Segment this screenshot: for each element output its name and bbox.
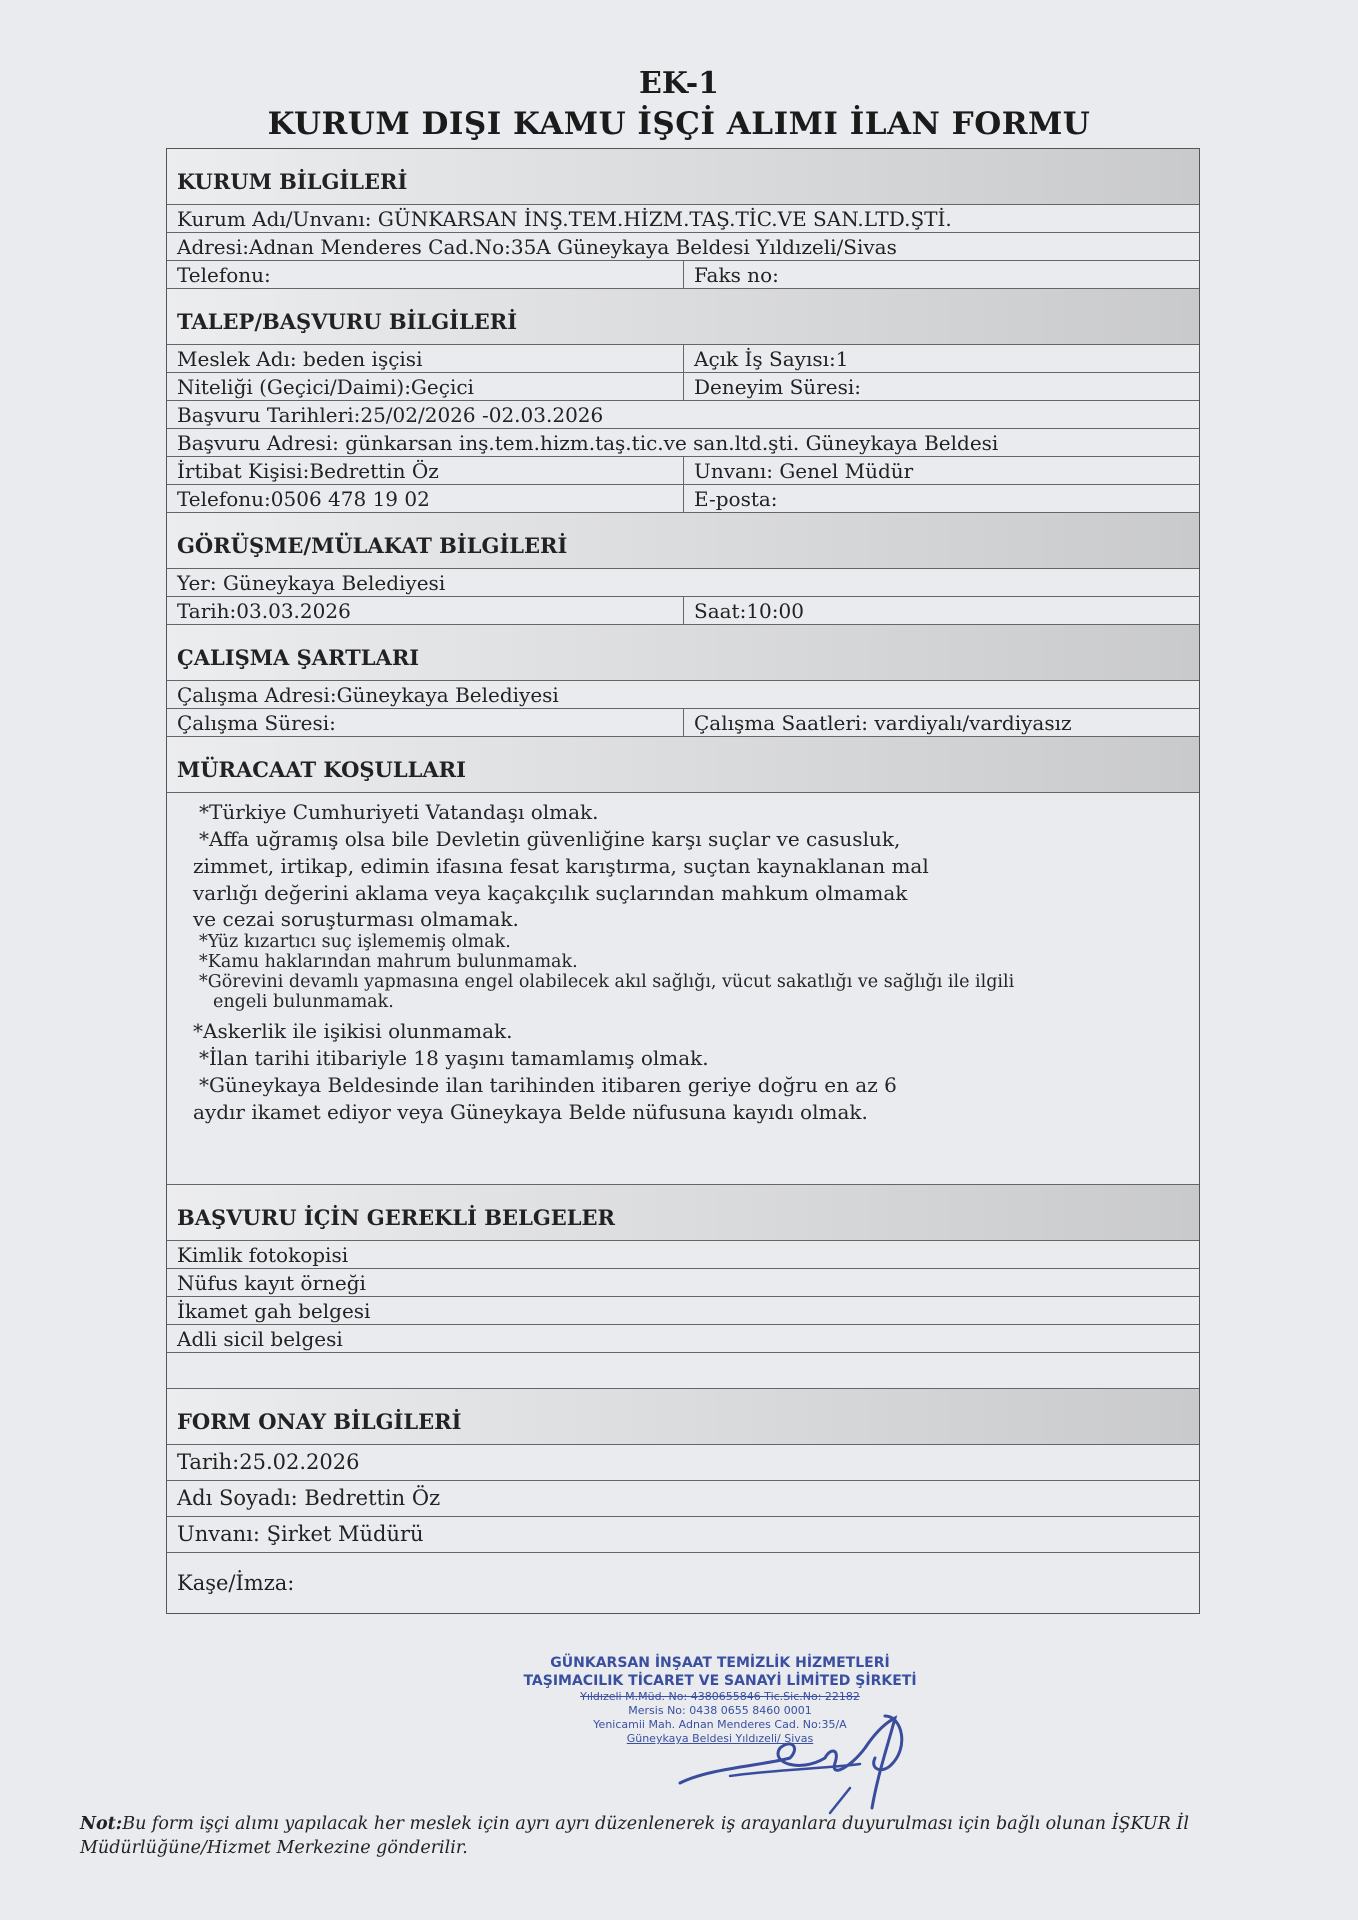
onay-name: Adı Soyadı: Bedrettin Öz xyxy=(177,1486,441,1510)
form-code: EK-1 xyxy=(638,66,720,101)
condition-line: aydır ikamet ediyor veya Güneykaya Belde nüfusuna kayıdı olmak. xyxy=(193,1100,868,1124)
condition-line: zimmet, irtikap, edimin ifasına fesat karıştırma, suçtan kaynaklanan mal xyxy=(193,854,929,878)
kurum-fax: Faks no: xyxy=(694,262,779,287)
document-item: İkamet gah belgesi xyxy=(167,1297,1199,1325)
gorusme-date: Tarih:03.03.2026 xyxy=(167,597,684,624)
condition-line: *Kamu haklarından mahrum bulunmamak. xyxy=(199,952,578,972)
form-title: KURUM DIŞI KAMU İŞÇİ ALIMI İLAN FORMU xyxy=(267,106,1091,142)
document-item: Nüfus kayıt örneği xyxy=(167,1269,1199,1297)
talep-open-jobs: Açık İş Sayısı:1 xyxy=(694,346,849,371)
condition-line: *Affa uğramış olsa bile Devletin güvenliğine karşı suçlar ve casusluk, xyxy=(199,827,901,851)
section-gorusme-header: GÖRÜŞME/MÜLAKAT BİLGİLERİ xyxy=(167,513,1199,569)
condition-line: *Türkiye Cumhuriyeti Vatandaşı olmak. xyxy=(199,800,599,824)
onay-name-row xyxy=(167,1481,1199,1517)
stamp-line: Mersis No: 0438 0655 8460 0001 xyxy=(628,1704,812,1717)
condition-line: engeli bulunmamak. xyxy=(213,992,394,1012)
condition-line: varlığı değerini aklama veya kaçakçılık suçlarından mahkum olmamak xyxy=(193,881,908,905)
gorusme-place-row xyxy=(167,569,1199,597)
kurum-name: Kurum Adı/Unvanı: GÜNKARSAN İNŞ.TEM.HİZM.TAŞ.TİC.VE SAN.LTD.ŞTİ. xyxy=(177,206,952,231)
condition-line: ve cezai soruşturması olmamak. xyxy=(193,907,519,931)
signature-icon xyxy=(530,1598,950,1838)
talep-contact-title: Unvanı: Genel Müdür xyxy=(694,458,914,483)
note-label: Not: xyxy=(80,1814,123,1834)
calisma-address-row xyxy=(167,681,1199,709)
kurum-address: Adresi:Adnan Menderes Cad.No:35A Güneykaya Beldesi Yıldızeli/Sivas xyxy=(177,234,897,259)
talep-dates: Başvuru Tarihleri:25/02/2026 -02.03.2026 xyxy=(177,402,604,427)
calisma-duration-row xyxy=(167,709,1199,737)
onay-title: Unvanı: Şirket Müdürü xyxy=(177,1522,424,1546)
calisma-address: Çalışma Adresi:Güneykaya Belediyesi xyxy=(177,682,559,707)
section-belgeler-header: BAŞVURU İÇİN GEREKLİ BELGELER xyxy=(167,1185,1199,1241)
stamp-line: Yıldızeli M.Müd. No: 4380655846 Tic.Sic.No: 22182 xyxy=(580,1690,860,1703)
footer-note xyxy=(80,1812,1310,1860)
calisma-hours: Çalışma Saatleri: vardiyalı/vardiyasız xyxy=(694,710,1072,735)
talep-contact: İrtibat Kişisi:Bedrettin Öz xyxy=(167,457,684,484)
section-onay-header: FORM ONAY BİLGİLERİ xyxy=(167,1389,1199,1445)
talep-address-row xyxy=(167,429,1199,457)
stamp-line: TAŞIMACILIK TİCARET VE SANAYİ LİMİTED ŞİRKETİ xyxy=(523,1673,917,1689)
gorusme-date-row xyxy=(167,597,1199,625)
muracaat-conditions xyxy=(167,793,1199,1185)
talep-phone-row xyxy=(167,485,1199,513)
condition-line: *Yüz kızartıcı suç işlememiş olmak. xyxy=(199,932,511,952)
stamp-line: GÜNKARSAN İNŞAAT TEMİZLİK HİZMETLERİ xyxy=(550,1655,890,1671)
condition-line: *Güneykaya Beldesinde ilan tarihinden itibaren geriye doğru en az 6 xyxy=(199,1073,897,1097)
section-kurum-header: KURUM BİLGİLERİ xyxy=(167,149,1199,205)
condition-line: *Askerlik ile işikisi olunmamak. xyxy=(193,1019,513,1043)
kurum-phone: Telefonu: xyxy=(167,261,684,288)
talep-type-row xyxy=(167,373,1199,401)
talep-address: Başvuru Adresi: günkarsan inş.tem.hizm.taş.tic.ve san.ltd.şti. Güneykaya Beldesi xyxy=(177,430,999,455)
onay-title-row xyxy=(167,1517,1199,1553)
onay-date-row xyxy=(167,1445,1199,1481)
talep-dates-row xyxy=(167,401,1199,429)
talep-type: Niteliği (Geçici/Daimi):Geçici xyxy=(167,373,684,400)
onay-date: Tarih:25.02.2026 xyxy=(177,1450,360,1474)
kurum-address-row xyxy=(167,233,1199,261)
condition-line: *İlan tarihi itibariyle 18 yaşını tamamlamış olmak. xyxy=(199,1046,709,1070)
onay-seal: Kaşe/İmza: xyxy=(177,1570,295,1595)
section-muracaat-header: MÜRACAAT KOŞULLARI xyxy=(167,737,1199,793)
kurum-phone-row xyxy=(167,261,1199,289)
calisma-duration: Çalışma Süresi: xyxy=(167,709,684,736)
stamp-line: Yenicamii Mah. Adnan Menderes Cad. No:35/A xyxy=(593,1718,847,1731)
talep-occupation-row xyxy=(167,345,1199,373)
kurum-name-row xyxy=(167,205,1199,233)
section-calisma-header: ÇALIŞMA ŞARTLARI xyxy=(167,625,1199,681)
note-text: Bu form işçi alımı yapılacak her meslek için ayrı ayrı düzenlenerek iş arayanlara duyurulması için bağlı olunan İŞKUR İl Müdürlüğüne/Hizmet Merkezine gönderilir. xyxy=(80,1814,1189,1858)
document-item: Kimlik fotokopisi xyxy=(167,1241,1199,1269)
condition-line: *Görevini devamlı yapmasına engel olabilecek akıl sağlığı, vücut sakatlığı ve sağlığı ile ilgili xyxy=(199,972,1015,992)
talep-occupation: Meslek Adı: beden işçisi xyxy=(167,345,684,372)
stamp-line: Güneykaya Beldesi Yıldızeli/ Sivas xyxy=(626,1732,814,1745)
talep-email: E-posta: xyxy=(694,486,778,511)
talep-contact-row xyxy=(167,457,1199,485)
document-item: Adli sicil belgesi xyxy=(167,1325,1199,1353)
talep-experience: Deneyim Süresi: xyxy=(694,374,861,399)
gorusme-time: Saat:10:00 xyxy=(694,598,804,623)
empty-row xyxy=(167,1353,1199,1389)
announcement-form xyxy=(166,148,1200,1614)
gorusme-place: Yer: Güneykaya Belediyesi xyxy=(177,570,446,595)
section-talep-header: TALEP/BAŞVURU BİLGİLERİ xyxy=(167,289,1199,345)
talep-phone: Telefonu:0506 478 19 02 xyxy=(167,485,684,512)
